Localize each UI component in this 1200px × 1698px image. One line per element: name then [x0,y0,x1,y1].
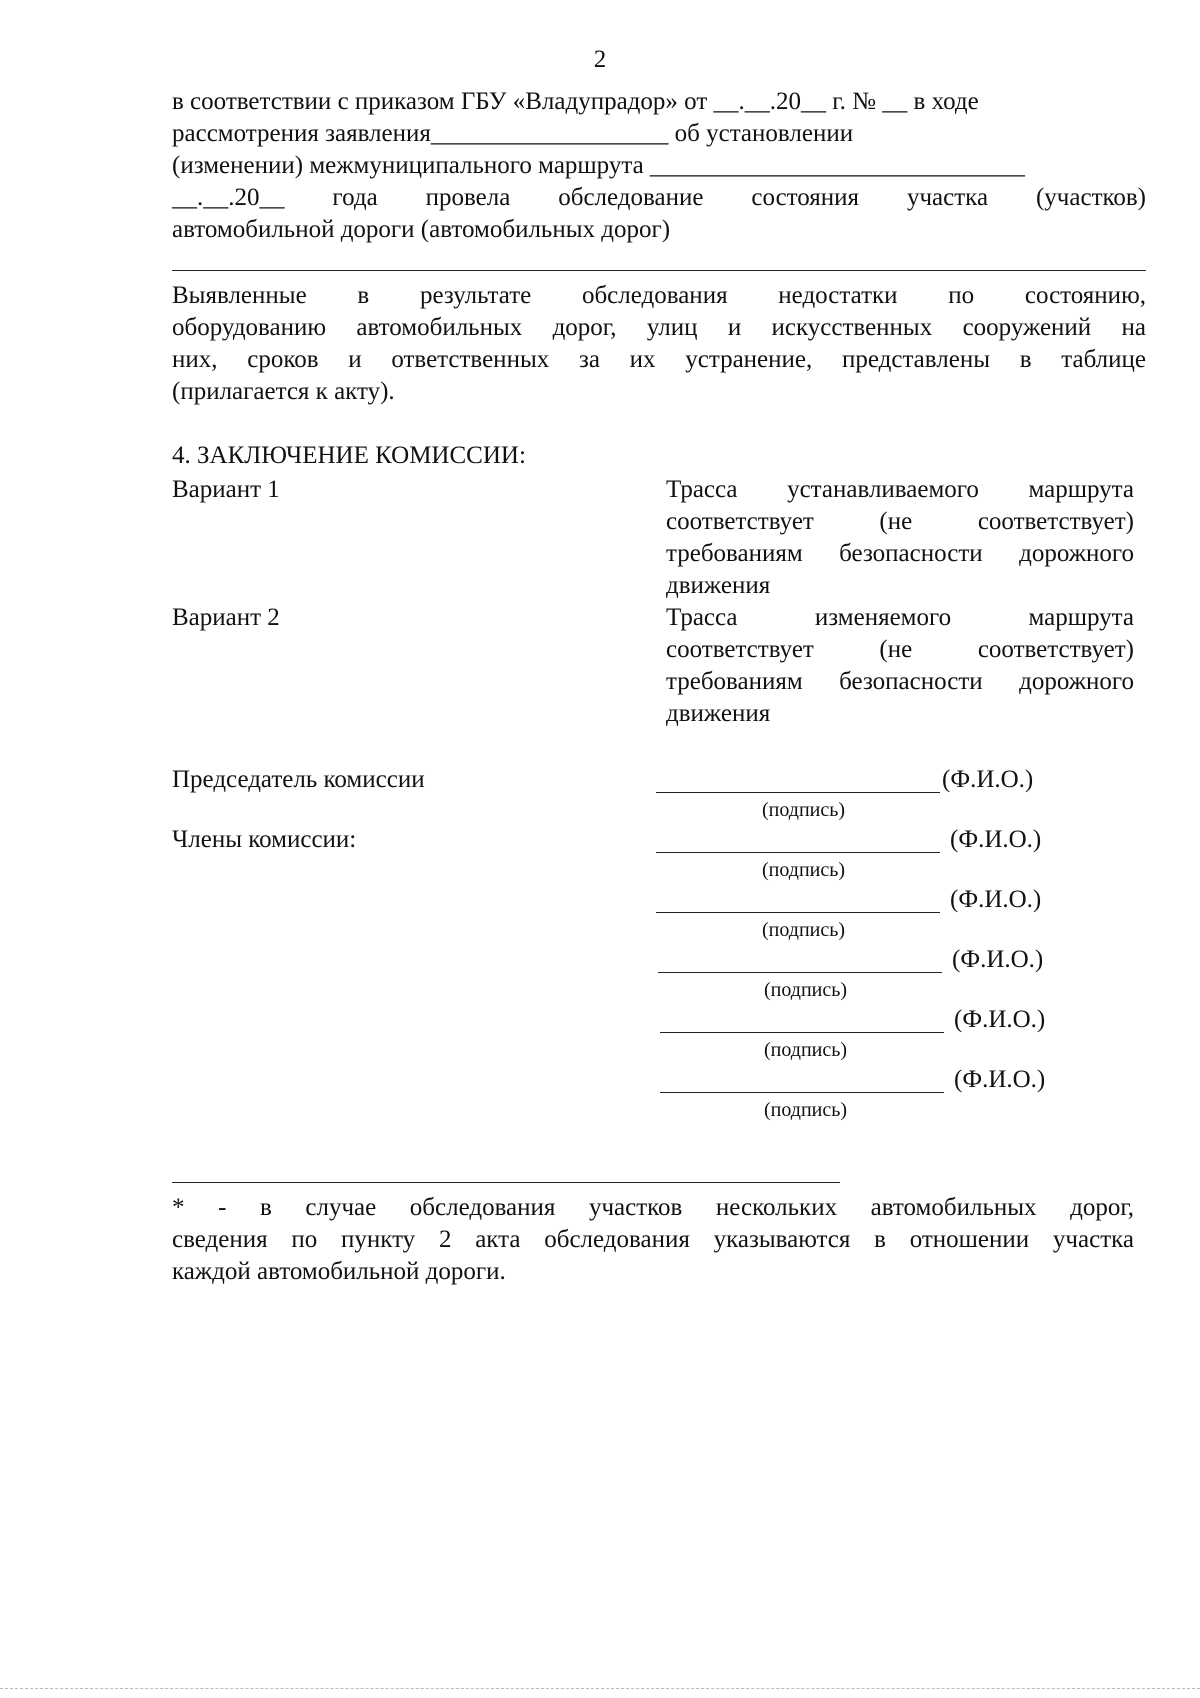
member-signature-caption: (подпись) [762,919,846,941]
member-fio: (Ф.И.О.) [950,826,1042,853]
chairman-signature-caption: (подпись) [762,799,846,821]
variant-2-label: Вариант 2 [172,604,280,631]
findings-line-4: (прилагается к акту). [172,378,395,405]
findings-line-2: оборудованию автомобильных дорог, улиц и искусственных сооружений на [172,314,1146,341]
conclusion-heading: 4. ЗАКЛЮЧЕНИЕ КОМИССИИ: [172,442,526,469]
variant-1-line-2: соответствует (не соответствует) [666,508,1134,535]
variant-2-line-2: соответствует (не соответствует) [666,636,1134,663]
variant-1-line-3: требованиям безопасности дорожного [666,540,1134,567]
variant-1-line-1: Трасса устанавливаемого маршрута [666,476,1134,503]
member-signature-caption: (подпись) [764,979,848,1001]
member-signature-line [656,912,940,913]
footnote-line-3: каждой автомобильной дороги. [172,1258,506,1285]
member-signature-caption: (подпись) [762,859,846,881]
intro-line-2: рассмотрения заявления___________________ об установлении [172,120,854,147]
chairman-label: Председатель комиссии [172,766,425,793]
footnote-line-1: * - в случае обследования участков нескольких автомобильных дорог, [172,1194,1134,1221]
intro-line-5: автомобильной дороги (автомобильных дорог) [172,216,671,243]
variant-1-label: Вариант 1 [172,476,280,503]
member-signature-caption: (подпись) [764,1039,848,1061]
member-signature-line [660,1032,944,1033]
chairman-signature-line [656,792,940,793]
scan-edge-line [0,1688,1200,1689]
findings-line-3: них, сроков и ответственных за их устранение, представлены в таблице [172,346,1146,373]
member-signature-line [658,972,942,973]
road-blank-line [172,270,1146,271]
findings-line-1: Выявленные в результате обследования недостатки по состоянию, [172,282,1146,309]
variant-2-line-1: Трасса изменяемого маршрута [666,604,1134,631]
member-signature-line [656,852,940,853]
member-fio: (Ф.И.О.) [954,1066,1046,1093]
member-signature-caption: (подпись) [764,1099,848,1121]
member-fio: (Ф.И.О.) [954,1006,1046,1033]
chairman-fio: (Ф.И.О.) [942,766,1034,793]
intro-line-4: __.__.20__ года провела обследование состояния участка (участков) [172,184,1146,211]
member-fio: (Ф.И.О.) [950,886,1042,913]
variant-2-line-3: требованиям безопасности дорожного [666,668,1134,695]
variant-2-line-4: движения [666,700,771,727]
intro-line-3: (изменении) межмуниципального маршрута ______________________________ [172,152,1025,179]
footnote-line-2: сведения по пункту 2 акта обследования указываются в отношении участка [172,1226,1134,1253]
page-number: 2 [593,46,607,73]
intro-line-1: в соответствии с приказом ГБУ «Владупрадор» от __.__.20__ г. № __ в ходе [172,88,979,115]
member-signature-line [660,1092,944,1093]
member-fio: (Ф.И.О.) [952,946,1044,973]
members-label: Члены комиссии: [172,826,357,853]
footnote-separator [172,1182,840,1183]
variant-1-line-4: движения [666,572,771,599]
